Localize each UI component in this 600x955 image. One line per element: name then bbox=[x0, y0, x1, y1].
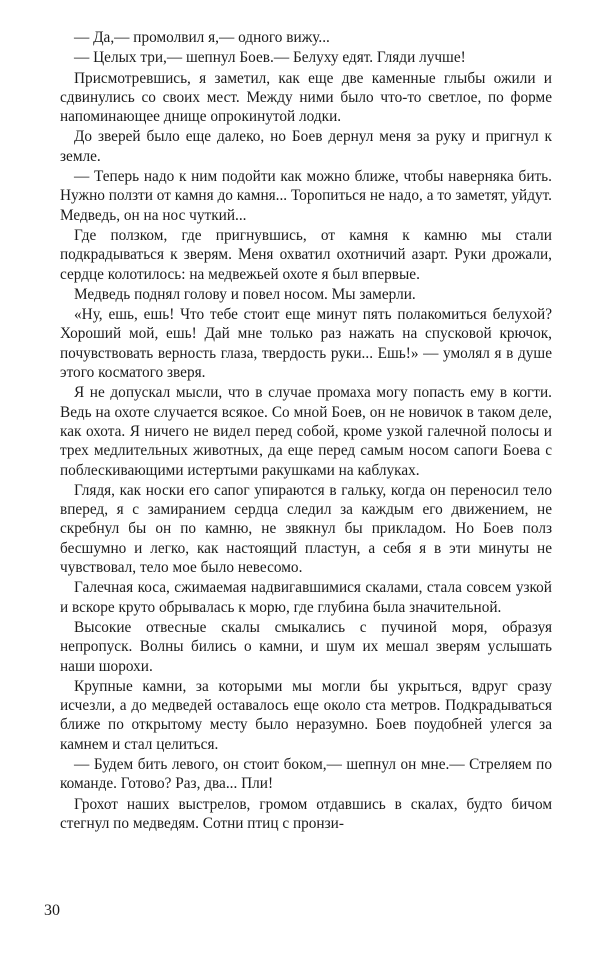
paragraph-11: Галечная коса, сжимаемая надвигавшимися скалами, стала совсем узкой и вскоре круто обрывалась к морю, где глубина была значительной. bbox=[60, 579, 552, 616]
paragraph-12: Высокие отвесные скалы смыкались с пучиной моря, образуя непропуск. Волны бились о камни, и шум их мешал зверям услышать наши шорохи. bbox=[60, 618, 552, 675]
paragraph-10: Глядя, как носки его сапог упираются в гальку, когда он переносил тело вперед, я с замиранием сердца следил за каждым его движением, не скребнул бы он по камню, не звякнул бы прикладом. Но Боев полз бесшумно и легко, как настоящий пластун, а себя я в эти минуты не чувствовал, тело мое было невесомо. bbox=[60, 481, 552, 577]
paragraph-4: До зверей было еще далеко, но Боев дернул меня за руку и пригнул к земле. bbox=[60, 128, 552, 165]
paragraph-5: — Теперь надо к ним подойти как можно ближе, чтобы наверняка бить. Нужно ползти от камня до камня... Торопиться не надо, а то заметят, уйдут. Медведь, он на нос чуткий... bbox=[60, 168, 552, 224]
paragraph-2: — Целых три,— шепнул Боев.— Белуху едят. Гляди лучше! bbox=[74, 49, 466, 67]
paragraph-15: Грохот наших выстрелов, громом отдавшись в скалах, будто бичом стегнул по медведям. Сотни птиц с пронзи- bbox=[60, 795, 552, 832]
paragraph-7: Медведь поднял голову и повел носом. Мы замерли. bbox=[74, 285, 416, 303]
paragraph-6: Где ползком, где пригнувшись, от камня к камню мы стали подкрадываться к зверям. Меня охватил охотничий азарт. Руки дрожали, сердце колотилось: на медвежьей охоте я был впервые. bbox=[60, 226, 552, 283]
paragraph-1: — Да,— промолвил я,— одного вижу... bbox=[74, 29, 330, 46]
paragraph-9: Я не допускал мысли, что в случае промаха могу попасть ему в когти. Ведь на охоте случается всякое. Со мной Боев, он не новичок в таком деле, как охота. Я ничего не видел перед собой, кроме узкой галечной полосы и трех медлительных животных, да еще перед самым носом сапоги Боева с поблескивающими истертыми ракушками на каблуках. bbox=[60, 384, 552, 479]
paragraph-3: Присмотревшись, я заметил, как еще две каменные глыбы ожили и сдвинулись со своих мест. Между ними было что-то светлое, по форме напоминающее днище опрокинутой лодки. bbox=[60, 69, 552, 126]
page-number: 30 bbox=[44, 902, 60, 919]
paragraph-13: Крупные камни, за которыми мы могли бы укрыться, вдруг сразу исчезли, а до медведей оставалось еще около ста метров. Подкрадываться ближе по открытому месту было неразумно. Боев поудобней улегся за камнем и стал целиться. bbox=[60, 677, 552, 753]
paragraph-14: — Будем бить левого, он стоит боком,— шепнул он мне.— Стреляем по команде. Готово? Раз, два... Пли! bbox=[60, 755, 552, 793]
paragraph-8: «Ну, ешь, ешь! Что тебе стоит еще минут пять полакомиться белухой? Хороший мой, ешь! Дай мне только раз нажать на спусковой крючок, почувствовать верность глаза, твердость руки... Ешь!» — умолял я в душе этого косматого зверя. bbox=[60, 306, 552, 382]
page-body bbox=[60, 28, 552, 833]
